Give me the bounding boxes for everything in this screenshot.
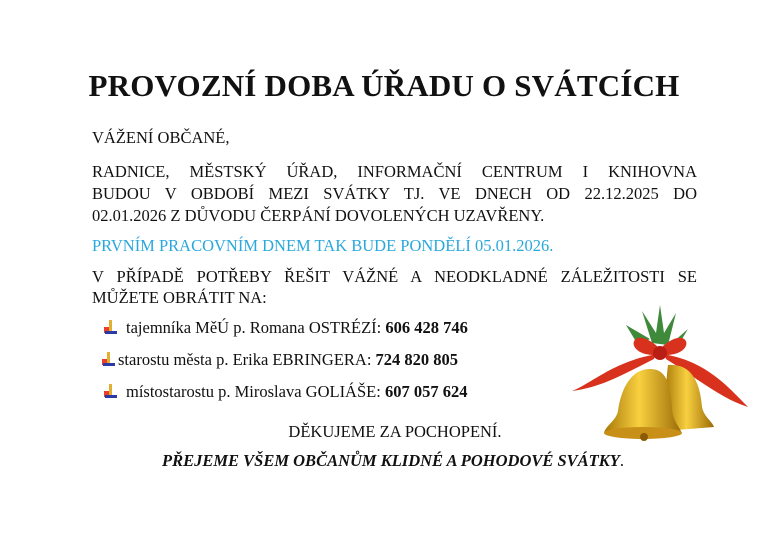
contact-label: starostu města p. Erika EBRINGERA: xyxy=(118,350,372,369)
paragraph2-line1: V PŘÍPADĚ POTŘEBY ŘEŠIT VÁŽNÉ A NEODKLADNÉ ZÁLEŽITOSTI SE xyxy=(92,267,697,286)
paragraph1-line3: 02.01.2026 Z DŮVODU ČERPÁNÍ DOVOLENÝCH UZAVŘENY. xyxy=(92,206,545,225)
paragraph1-line1: RADNICE, MĚSTSKÝ ÚŘAD, INFORMAČNÍ CENTRUM I KNIHOVNA xyxy=(92,162,697,181)
wish-end: . xyxy=(619,451,624,470)
page-title: PROVOZNÍ DOBA ÚŘADU O SVÁTCÍCH xyxy=(88,68,680,103)
contact-phone: 606 428 746 xyxy=(385,318,468,337)
wish-text: PŘEJEME VŠEM OBČANŮM KLIDNÉ A POHODOVÉ SVÁTKY xyxy=(162,451,620,470)
thanks-text: DĚKUJEME ZA POCHOPENÍ. xyxy=(288,422,502,441)
bullet-arrow-icon xyxy=(104,320,118,336)
contact-label: místostarostu p. Miroslava GOLIÁŠE: xyxy=(126,382,381,401)
contact-item xyxy=(102,350,458,370)
contact-phone: 724 820 805 xyxy=(375,350,459,369)
contact-item xyxy=(104,382,467,402)
highlight-text: PRVNÍM PRACOVNÍM DNEM TAK BUDE PONDĚLÍ 05.01.2026. xyxy=(92,236,554,255)
bullet-arrow-icon xyxy=(104,384,118,400)
contact-label: tajemníka MěÚ p. Romana OSTRÉZÍ: xyxy=(126,318,382,337)
contact-phone: 607 057 624 xyxy=(384,382,468,401)
contact-item xyxy=(104,318,468,338)
wish-line xyxy=(0,451,768,471)
paragraph2-line2: MŮŽETE OBRÁTIT NA: xyxy=(92,288,267,307)
paragraph1-line2: BUDOU V OBDOBÍ MEZI SVÁTKY TJ. VE DNECH OD 22.12.2025 DO xyxy=(92,184,697,203)
greeting: VÁŽENÍ OBČANÉ, xyxy=(92,128,230,147)
bullet-arrow-icon xyxy=(102,352,116,368)
christmas-bells-illustration xyxy=(572,303,748,443)
